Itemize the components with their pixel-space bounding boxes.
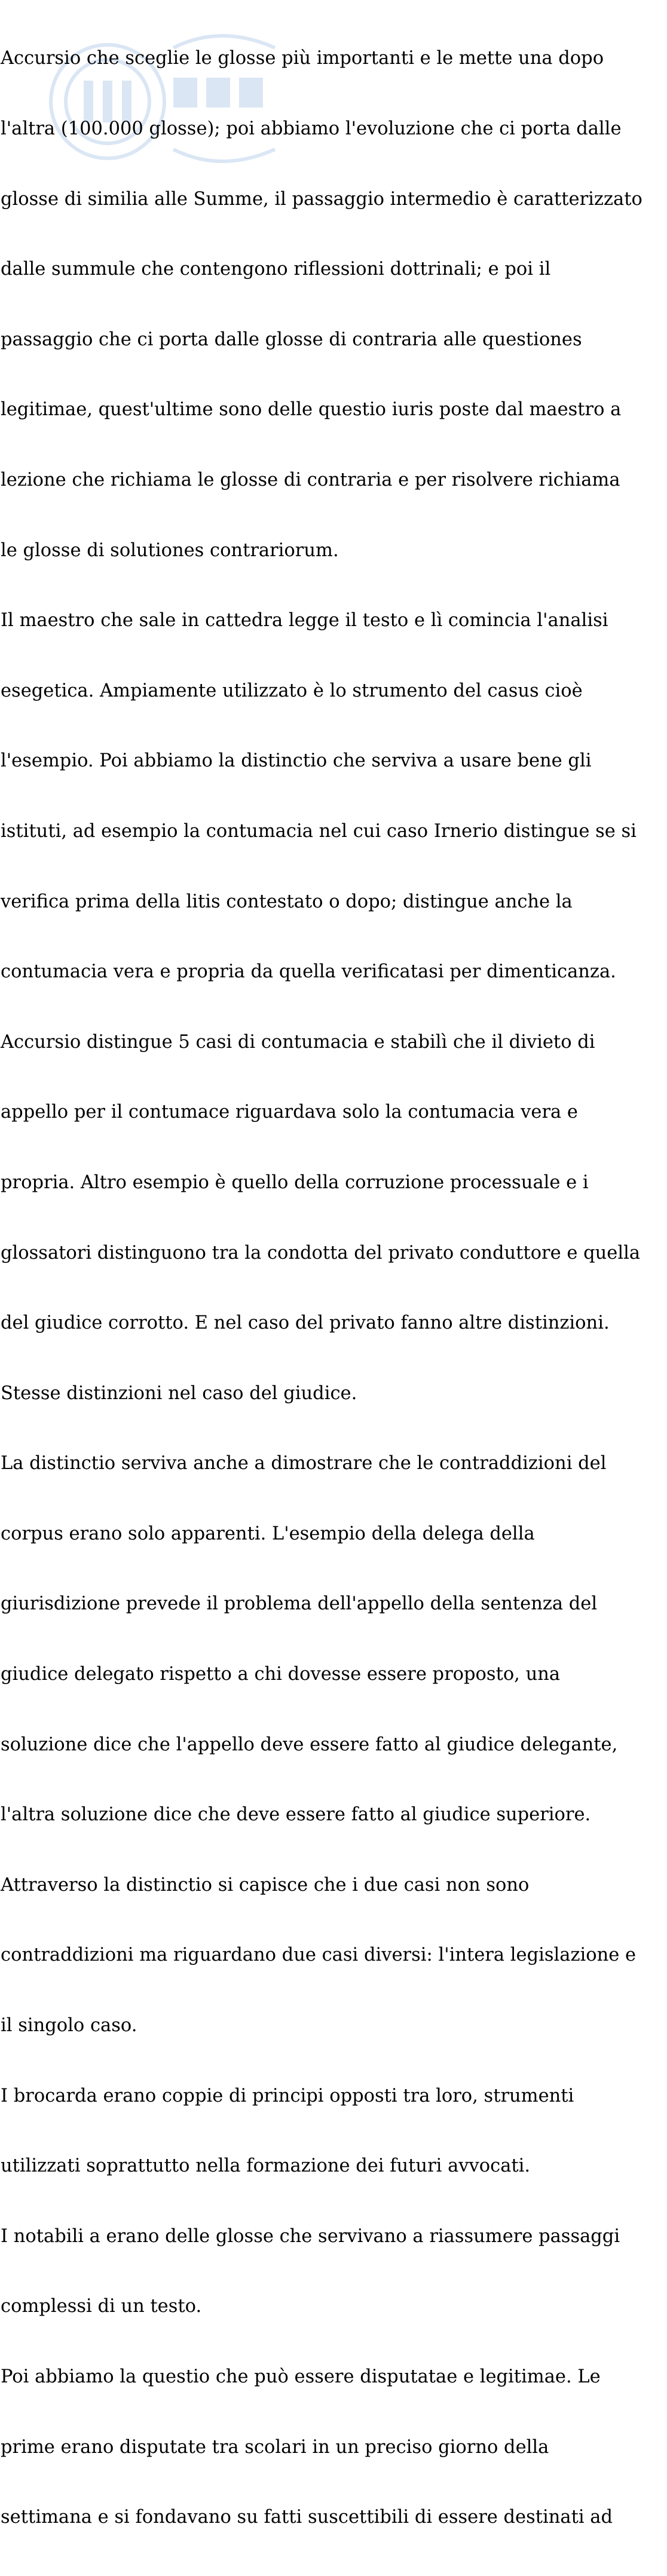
- text-line: Il maestro che sale in cattedra legge il testo e lì comincia l'analisi: [1, 610, 608, 631]
- text-line: l'altra soluzione dice che deve essere fatto al giudice superiore.: [1, 1804, 591, 1826]
- text-line: del giudice corrotto. E nel caso del privato fanno altre distinzioni.: [1, 1312, 610, 1334]
- text-line: corpus erano solo apparenti. L'esempio della delega della: [1, 1523, 535, 1544]
- text-line: esegetica. Ampiamente utilizzato è lo strumento del casus cioè: [1, 680, 583, 701]
- text-line: contraddizioni ma riguardano due casi diversi: l'intera legislazione e: [1, 1945, 637, 1966]
- text-line: Accursio che sceglie le glosse più importanti e le mette una dopo: [1, 48, 604, 69]
- document-body: [1, 0, 665, 2576]
- text-line: l'esempio. Poi abbiamo la distinctio che serviva a usare bene gli: [1, 750, 592, 772]
- text-line: istituti, ad esempio la contumacia nel cui caso Irnerio distingue se si: [1, 820, 637, 842]
- text-line: prime erano disputate tra scolari in un preciso giorno della: [1, 2436, 549, 2458]
- text-line: settimana e si fondavano su fatti suscettibili di essere destinati ad: [1, 2507, 613, 2528]
- text-line: le glosse di solutiones contrariorum.: [1, 539, 339, 561]
- text-line: appello per il contumace riguardava solo la contumacia vera e: [1, 1102, 578, 1123]
- text-line: Poi abbiamo la questio che può essere disputatae e legitimae. Le: [1, 2366, 601, 2387]
- text-line: complessi di un testo.: [1, 2296, 202, 2317]
- text-line: I brocarda erano coppie di principi opposti tra loro, strumenti: [1, 2085, 574, 2106]
- text-line: glosse di similia alle Summe, il passaggio intermedio è caratterizzato: [1, 188, 642, 210]
- text-line: dalle summule che contengono riflessioni dottrinali; e poi il: [1, 259, 551, 280]
- text-line: Accursio distingue 5 casi di contumacia e stabilì che il divieto di: [1, 1031, 595, 1053]
- text-line: giurisdizione prevede il problema dell'appello della sentenza del: [1, 1593, 598, 1615]
- text-line: contumacia vera e propria da quella verificatasi per dimenticanza.: [1, 961, 616, 983]
- text-line: soluzione dice che l'appello deve essere fatto al giudice delegante,: [1, 1734, 618, 1755]
- text-line: glossatori distinguono tra la condotta del privato conduttore e quella: [1, 1242, 641, 1264]
- text-line: l'altra (100.000 glosse); poi abbiamo l'evoluzione che ci porta dalle: [1, 118, 622, 139]
- text-line: il singolo caso.: [1, 2015, 137, 2037]
- text-line: legitimae, quest'ultime sono delle questio iuris poste dal maestro a: [1, 399, 622, 421]
- text-line: I notabili a erano delle glosse che servivano a riassumere passaggi: [1, 2225, 620, 2247]
- text-line: utilizzati soprattutto nella formazione dei futuri avvocati.: [1, 2155, 531, 2177]
- text-line: lezione che richiama le glosse di contraria e per risolvere richiama: [1, 469, 620, 490]
- text-line: verifica prima della litis contestato o dopo; distingue anche la: [1, 891, 573, 912]
- text-line: propria. Altro esempio è quello della corruzione processuale e i: [1, 1172, 589, 1193]
- text-line: giudice delegato rispetto a chi dovesse essere proposto, una: [1, 1664, 561, 1685]
- text-line: passaggio che ci porta dalle glosse di contraria alle questiones: [1, 329, 582, 350]
- text-line: Stesse distinzioni nel caso del giudice.: [1, 1382, 357, 1404]
- text-line: La distinctio serviva anche a dimostrare che le contraddizioni del: [1, 1453, 607, 1474]
- text-line: Attraverso la distinctio si capisce che i due casi non sono: [1, 1874, 530, 1896]
